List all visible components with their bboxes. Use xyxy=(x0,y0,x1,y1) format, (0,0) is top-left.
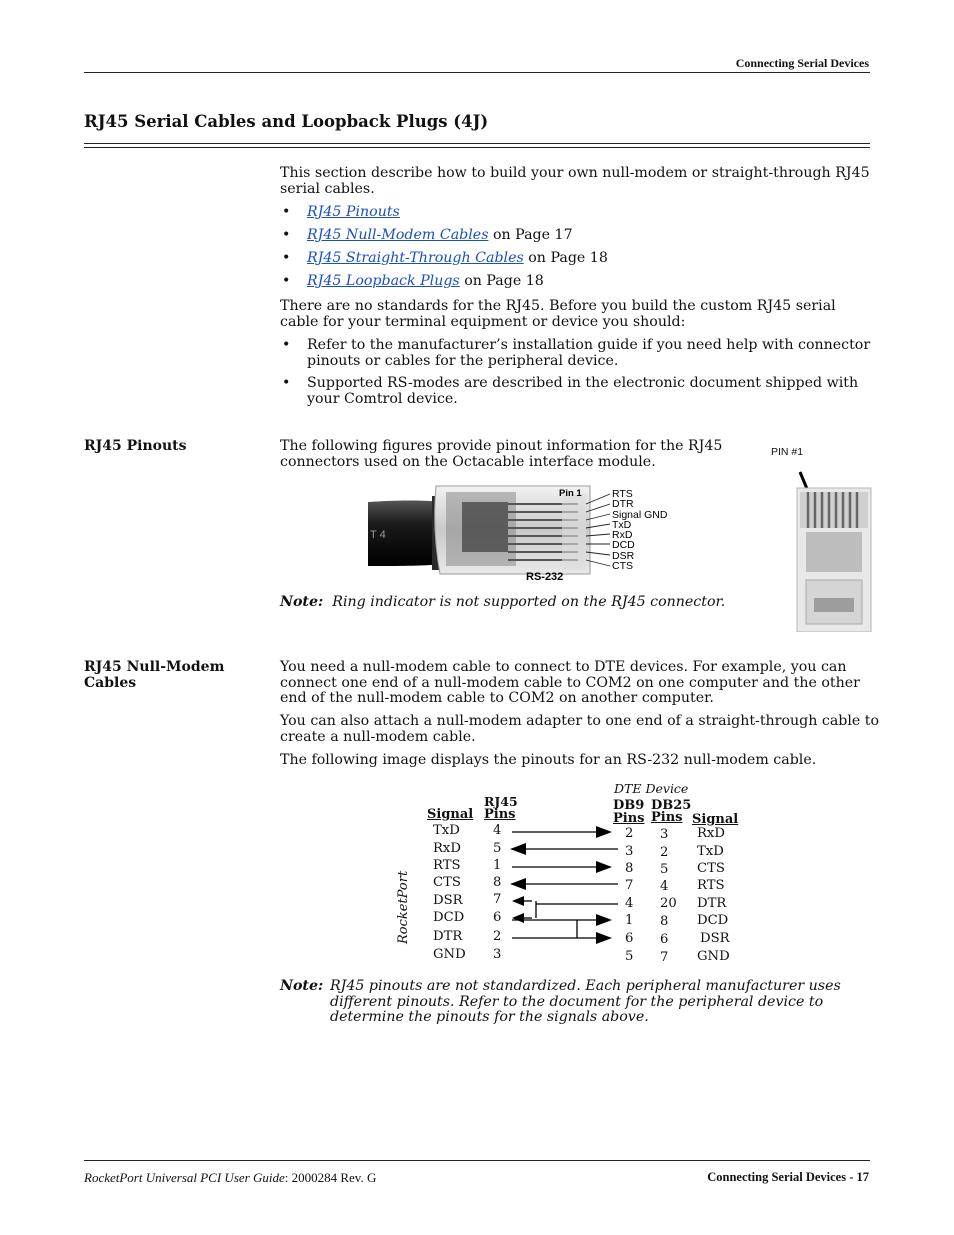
db25-pin: 8 xyxy=(660,914,669,929)
signal-label: TxD xyxy=(612,519,632,531)
db9-pin: 6 xyxy=(625,931,634,946)
pinouts-note: Note: Ring indicator is not supported on the RJ45 connector. xyxy=(280,594,726,610)
db9-pin: 7 xyxy=(625,878,634,893)
intro-paragraph: This section describe how to build your own null-modem or straight-through RJ45 serial cables. xyxy=(280,165,870,197)
db25-pin: 6 xyxy=(660,932,669,947)
db25-pin: 7 xyxy=(660,950,669,965)
right-signal: DCD xyxy=(697,913,729,928)
wire-window xyxy=(806,532,862,572)
arrow-head xyxy=(596,932,612,944)
col-header-rj45: RJ45 xyxy=(484,794,518,809)
cable-marking: T 4 xyxy=(370,529,386,541)
latch-shadow xyxy=(814,598,854,612)
rj45-pin: 1 xyxy=(493,858,502,873)
col-header-db25: DB25 xyxy=(651,798,692,813)
bullet: • xyxy=(282,204,291,220)
pin1-callout-label: PIN #1 xyxy=(771,446,804,458)
db9-pin: 8 xyxy=(625,861,634,876)
bullet: • xyxy=(282,375,291,391)
signal-label: DCD xyxy=(612,539,635,551)
arrow-head xyxy=(510,878,526,890)
header-rule xyxy=(84,72,870,73)
col-header-signal-right: Signal xyxy=(692,812,739,827)
right-signal: GND xyxy=(697,949,730,964)
db25-pin: 4 xyxy=(660,879,669,894)
arrow-head xyxy=(512,896,524,906)
running-header: Connecting Serial Devices xyxy=(735,56,869,70)
link-rj45-pinouts[interactable]: RJ45 Pinouts xyxy=(307,204,400,220)
bullet: • xyxy=(282,337,291,353)
col-header-db9: DB9 xyxy=(613,798,645,813)
db9-pin: 4 xyxy=(625,896,634,911)
pin1-label: Pin 1 xyxy=(559,488,582,499)
null-modem-paragraph-1: You need a null-modem cable to connect to DTE devices. For example, you can connect one end of a null-modem cable to COM2 on one computer and the other end of the null-modem cable to COM2 on another computer. xyxy=(280,659,860,707)
left-signal: GND xyxy=(433,947,466,962)
null-modem-paragraph-3: The following image displays the pinouts for an RS-232 null-modem cable. xyxy=(280,752,817,768)
footer-page-label: Connecting Serial Devices - 17 xyxy=(707,1170,869,1184)
arrow-head xyxy=(512,913,524,923)
pinouts-paragraph: The following figures provide pinout information for the RJ45 connectors used on the Octacable interface module. xyxy=(280,438,723,470)
footer-doc-title: RocketPort Universal PCI User Guide: 2000284 Rev. G xyxy=(84,1170,377,1185)
rj45-pin: 2 xyxy=(493,929,502,944)
right-signal: DSR xyxy=(700,931,730,946)
signal-label: DTR xyxy=(612,498,634,510)
right-signal: DTR xyxy=(697,896,727,911)
left-signal: TxD xyxy=(433,823,460,838)
right-signal: RTS xyxy=(697,878,725,893)
null-modem-wiring-diagram xyxy=(396,780,760,970)
rj45-connector-front-figure xyxy=(770,460,872,632)
signal-label: Signal GND xyxy=(612,509,668,521)
figure-caption-rs232: RS-232 xyxy=(526,571,564,580)
left-signal: DCD xyxy=(433,910,465,925)
rocketport-label: RocketPort xyxy=(396,870,411,944)
contact-area xyxy=(562,494,586,570)
arrow-head xyxy=(510,843,526,855)
signal-label: RTS xyxy=(612,488,633,500)
left-signal: RTS xyxy=(433,858,461,873)
col-header-signal-left: Signal xyxy=(427,807,474,822)
left-signal: CTS xyxy=(433,875,461,890)
rj45-connector-side-figure xyxy=(368,482,688,580)
db9-pin: 5 xyxy=(625,949,634,964)
right-signal: RxD xyxy=(697,826,725,841)
footer-rule xyxy=(84,1160,870,1161)
db9-pin: 3 xyxy=(625,844,634,859)
rj45-pin: 6 xyxy=(493,910,502,925)
db9-pin: 2 xyxy=(625,826,634,841)
crimp-block xyxy=(462,502,508,552)
link-rj45-null-modem-cables[interactable]: RJ45 Null-Modem Cables xyxy=(307,227,489,243)
left-signal: DTR xyxy=(433,929,463,944)
side-heading-rj45-pinouts: RJ45 Pinouts xyxy=(84,438,187,454)
wiring-arrows xyxy=(400,780,760,970)
bullet: • xyxy=(282,273,291,289)
col-header-rj45-pins: Pins xyxy=(484,807,516,822)
db25-pin: 3 xyxy=(660,827,669,842)
rj45-pin: 5 xyxy=(493,841,502,856)
signal-label: DSR xyxy=(612,550,635,562)
section-title: RJ45 Serial Cables and Loopback Plugs (4J) xyxy=(84,112,489,131)
arrow-head xyxy=(596,826,612,838)
col-header-db25-pins: Pins xyxy=(651,810,683,825)
db25-pin: 20 xyxy=(660,896,677,911)
link-rj45-loopback-plugs[interactable]: RJ45 Loopback Plugs xyxy=(307,273,460,289)
null-modem-paragraph-2: You can also attach a null-modem adapter to one end of a straight-through cable to create a null-modem cable. xyxy=(280,713,880,745)
col-header-db9-pins: Pins xyxy=(613,811,645,826)
standards-paragraph: There are no standards for the RJ45. Before you build the custom RJ45 serial cable for your terminal equipment or device you should: xyxy=(280,298,836,330)
signal-label: CTS xyxy=(612,560,633,572)
db9-pin: 1 xyxy=(625,913,634,928)
left-signal: DSR xyxy=(433,893,463,908)
arrow-head xyxy=(596,914,612,926)
bullet: • xyxy=(282,250,291,266)
title-rule-bottom xyxy=(84,147,870,148)
db25-pin: 5 xyxy=(660,862,669,877)
arrow-head xyxy=(596,861,612,873)
right-signal: TxD xyxy=(697,844,724,859)
signal-label: RxD xyxy=(612,529,633,541)
right-signal: CTS xyxy=(697,861,725,876)
rj45-pin: 3 xyxy=(493,947,502,962)
dte-device-label: DTE Device xyxy=(614,781,689,796)
rj45-pin: 7 xyxy=(493,892,502,907)
left-signal: RxD xyxy=(433,841,461,856)
link-rj45-straight-through-cables[interactable]: RJ45 Straight-Through Cables xyxy=(307,250,524,266)
bullet: • xyxy=(282,227,291,243)
rj45-pin: 4 xyxy=(493,823,502,838)
rj45-pin: 8 xyxy=(493,875,502,890)
signal-labels xyxy=(612,488,668,572)
title-rule-top xyxy=(84,143,870,144)
side-heading-null-modem: RJ45 Null-Modem Cables xyxy=(84,659,225,691)
db25-pin: 2 xyxy=(660,845,669,860)
